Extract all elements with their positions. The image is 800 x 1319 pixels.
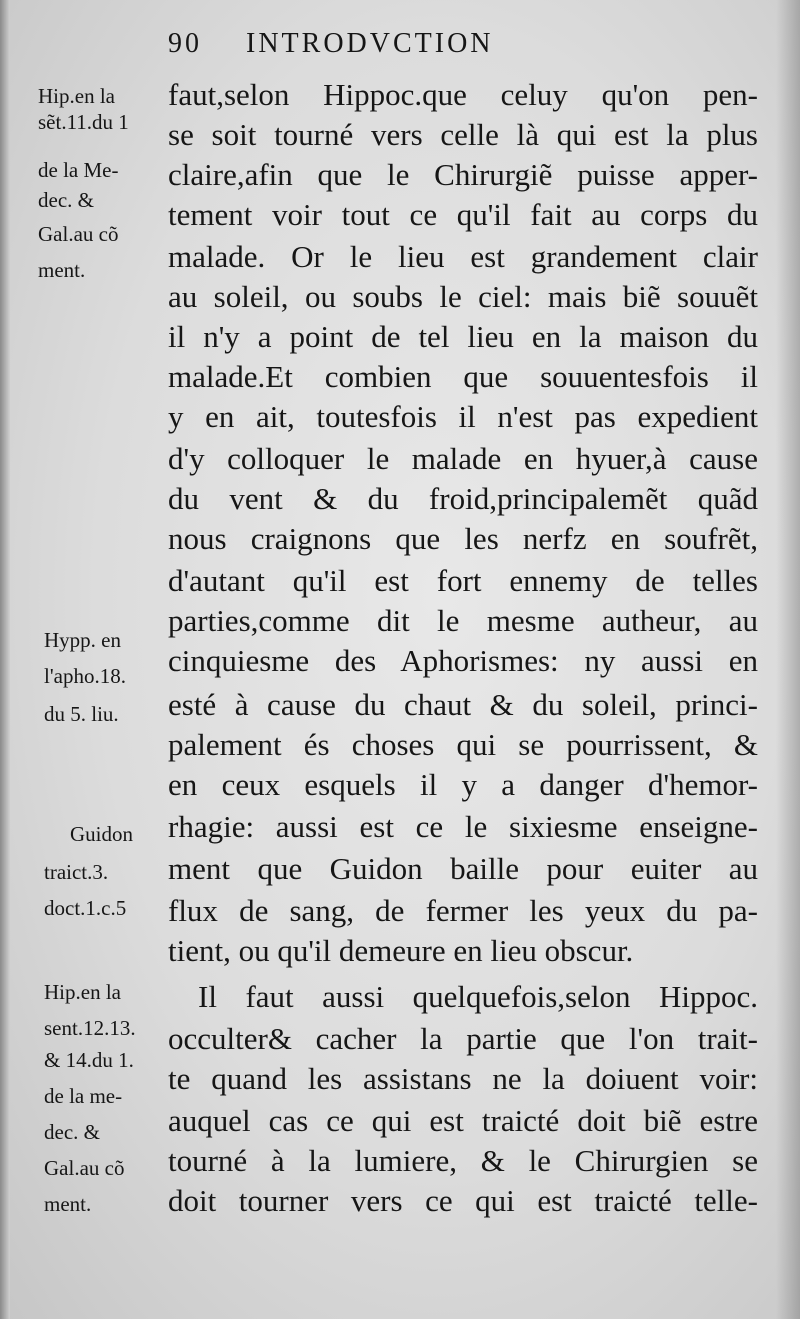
margin-note-line: Guidon xyxy=(70,822,133,846)
margin-note-line: Hip.en la xyxy=(38,84,115,108)
text-line: tient, ou qu'il demeure en lieu obscur. xyxy=(168,933,634,968)
margin-note-line: Hip.en la xyxy=(44,980,121,1004)
margin-note-line: l'apho.18. xyxy=(44,664,126,688)
text-line: auquel cas ce qui est traicté doit biẽ estre xyxy=(168,1103,758,1138)
text-line: occulter& cacher la partie que l'on trait- xyxy=(168,1021,758,1056)
running-header xyxy=(168,28,494,60)
margin-note-line: de la me- xyxy=(44,1084,123,1108)
margin-note-line: dec. & xyxy=(38,188,94,212)
text-line: tourné à la lumiere, & le Chirurgien se xyxy=(168,1143,758,1178)
text-line: malade. Or le lieu est grandement clair xyxy=(168,239,758,274)
text-line: tement voir tout ce qu'il fait au corps du xyxy=(168,197,758,232)
gutter-shadow xyxy=(0,0,10,1319)
text-line: palement és choses qui se pourrissent, & xyxy=(168,727,758,762)
margin-note-line: ment. xyxy=(44,1192,92,1216)
margin-note-line: Gal.au cõ xyxy=(38,222,119,246)
margin-note-line: Gal.au cõ xyxy=(44,1156,125,1180)
text-line: il n'y a point de tel lieu en la maison du xyxy=(168,319,758,354)
text-line: du vent & du froid,principalemẽt quãd xyxy=(168,481,758,516)
text-line: te quand les assistans ne la doiuent voir: xyxy=(168,1061,758,1096)
running-title: INTRODVCTION xyxy=(246,28,494,59)
text-line: doit tourner vers ce qui est traicté telle- xyxy=(168,1183,758,1218)
page-number: 90 xyxy=(168,28,202,59)
text-line: en ceux esquels il y a danger d'hemor- xyxy=(168,767,758,802)
margin-note-line: Hypp. en xyxy=(44,628,121,652)
text-line: d'autant qu'il est fort ennemy de telles xyxy=(168,563,758,598)
text-line: d'y colloquer le malade en hyuer,à cause xyxy=(168,441,758,476)
text-line: Il faut aussi quelquefois,selon Hippoc. xyxy=(198,979,758,1014)
margin-note-line: sent.12.13. xyxy=(44,1016,136,1040)
margin-note-line: & 14.du 1. xyxy=(44,1048,134,1072)
margin-note-line: du 5. liu. xyxy=(44,702,119,726)
margin-note-line: ment. xyxy=(38,258,86,282)
margin-note-line: de la Me- xyxy=(38,158,119,182)
text-line: se soit tourné vers celle là qui est la plus xyxy=(168,117,758,152)
margin-note-line: sẽt.11.du 1 xyxy=(38,110,129,134)
text-line: esté à cause du chaut & du soleil, princi- xyxy=(168,687,758,722)
margin-note-line: doct.1.c.5 xyxy=(44,896,127,920)
text-line: parties,comme dit le mesme autheur, au xyxy=(168,603,758,638)
text-line: malade.Et combien que souuentesfois il xyxy=(168,359,758,394)
text-line: cinquiesme des Aphorismes: ny aussi en xyxy=(168,643,758,678)
text-line: faut,selon Hippoc.que celuy qu'on pen- xyxy=(168,77,758,112)
text-line: rhagie: aussi est ce le sixiesme enseigne- xyxy=(168,809,758,844)
margin-note-line: traict.3. xyxy=(44,860,109,884)
text-line: flux de sang, de fermer les yeux du pa- xyxy=(168,893,758,928)
text-line: au soleil, ou soubs le ciel: mais biẽ souuẽt xyxy=(168,279,758,314)
page-edge-shadow xyxy=(776,0,800,1319)
text-line: y en ait, toutesfois il n'est pas expedient xyxy=(168,399,758,434)
text-line: ment que Guidon baille pour euiter au xyxy=(168,851,758,886)
text-line: claire,afin que le Chirurgiẽ puisse apper- xyxy=(168,157,758,192)
text-line: nous craignons que les nerfz en soufrẽt, xyxy=(168,521,758,556)
margin-note-line: dec. & xyxy=(44,1120,100,1144)
